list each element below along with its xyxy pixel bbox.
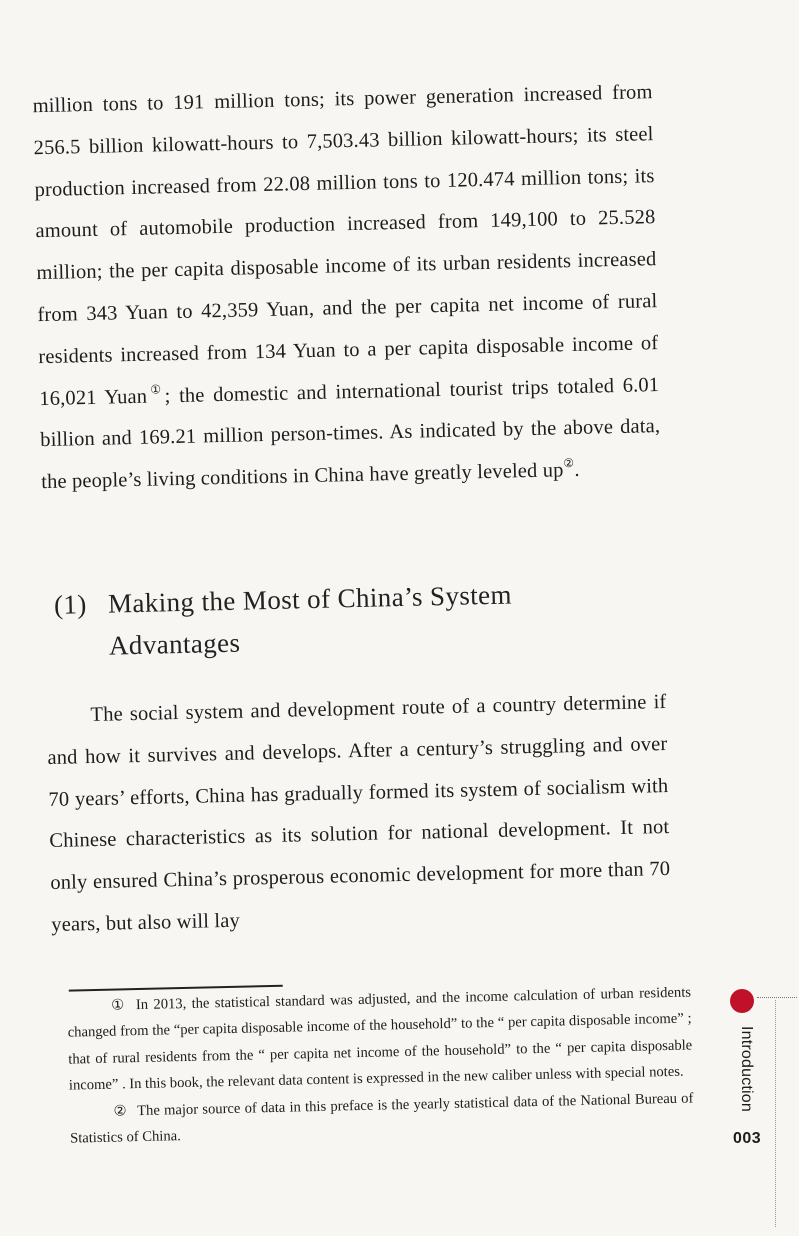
- body-paragraph-2: [46, 682, 672, 947]
- paragraph-2-text: The social system and development route of a country determine if and how it survives and develops. After a century’s struggling and over 70 years’ efforts, China has gradually formed its system of socialism with Chinese characteristics as its solution for national development. It not only ensured China’s prosperous economic development for more than 70 years, but also will lay: [47, 690, 671, 936]
- section-heading: [54, 573, 514, 667]
- footnote-2-marker: ②: [113, 1102, 128, 1120]
- footnote-reference-2[interactable]: ②: [563, 456, 575, 471]
- footnote-2-text: The major source of data in this preface is the yearly statistical data of the National Bureau of Statistics of China.: [69, 1090, 694, 1147]
- footnotes: [67, 980, 694, 1153]
- footnote-1-text: In 2013, the statistical standard was adjusted, and the income calculation of urban residents changed from the “per capita disposable income of the household” to the “ per capita disposable income” ; that of rural residents from the “ per capita net income of the household” to the “ per capita disposable income” . In this book, the relevant data content is expressed in the new caliber unless with special notes.: [67, 984, 693, 1094]
- footnote-1: [67, 980, 693, 1100]
- footnote-reference-1[interactable]: ①: [146, 381, 165, 397]
- dotted-leader-line: [757, 997, 797, 998]
- paragraph-1-text-c: .: [574, 459, 580, 482]
- dotted-margin-line: [775, 1000, 776, 1227]
- section-number: (1): [53, 589, 88, 620]
- footnote-1-marker: ①: [110, 997, 127, 1014]
- section-dot-icon: [730, 989, 754, 1013]
- section-title-line-1: Making the Most of China’s System: [107, 579, 513, 619]
- paragraph-1-text-a: million tons to 191 million tons; its power generation increased from 256.5 billion kilowatt-hours to 7,503.43 billion kilowatt-hours; its steel production increased from 22.08 million tons to 120.474 million tons; its amount of automobile production increased from 149,100 to 25.528 million; the per capita disposable income of its urban residents increased from 343 Yuan to 42,359 Yuan, and the per capita net income of rural residents increased from 134 Yuan to a per capita disposable income of 16,021 Yuan: [32, 81, 659, 410]
- paragraph-1-text-b: ; the domestic and international tourist trips totaled 6.01 billion and 169.21 million person-times. As indicated by the above data, the people’s living conditions in China have greatly leveled up: [40, 373, 661, 494]
- page-number: 003: [733, 1130, 762, 1147]
- section-title-line-2: Advantages: [108, 627, 241, 661]
- running-header-section-label: Introduction: [738, 1025, 755, 1112]
- body-paragraph-1: [32, 72, 661, 504]
